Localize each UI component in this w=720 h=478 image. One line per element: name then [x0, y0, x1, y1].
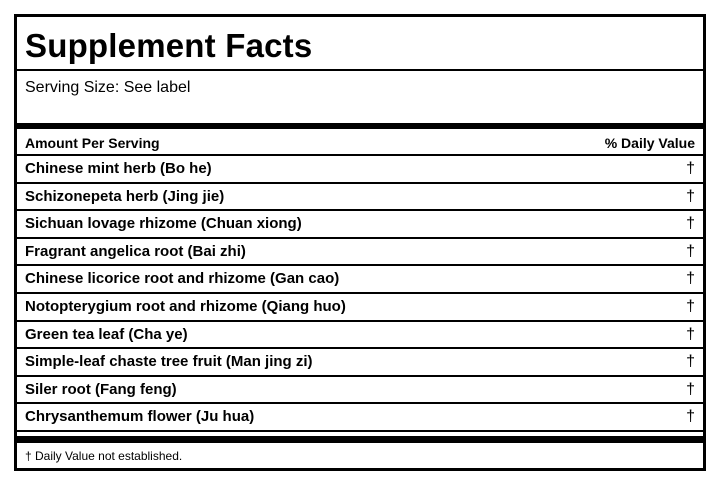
ingredient-name: Chinese licorice root and rhizome (Gan cao) [25, 270, 340, 288]
ingredient-daily-value: † [686, 160, 695, 177]
footnote: † Daily Value not established. [25, 449, 183, 463]
amount-per-serving-header: Amount Per Serving [25, 135, 160, 151]
ingredient-name: Green tea leaf (Cha ye) [25, 325, 188, 343]
ingredient-daily-value: † [686, 325, 695, 343]
ingredient-row [17, 402, 703, 432]
ingredient-name: Chinese mint herb (Bo he) [25, 160, 212, 177]
ingredient-row [17, 264, 703, 292]
ingredient-row [17, 320, 703, 348]
ingredient-row [17, 292, 703, 320]
ingredient-daily-value: † [686, 297, 695, 315]
ingredient-name: Chrysanthemum flower (Ju hua) [25, 408, 255, 426]
footnote-divider [17, 436, 703, 443]
ingredient-name: Sichuan lovage rhizome (Chuan xiong) [25, 215, 302, 233]
ingredient-row [17, 209, 703, 237]
ingredient-daily-value: † [686, 353, 695, 371]
ingredient-daily-value: † [686, 270, 695, 288]
ingredient-name: Siler root (Fang feng) [25, 380, 177, 398]
serving-size: Serving Size: See label [25, 79, 191, 96]
daily-value-header: % Daily Value [604, 135, 695, 151]
ingredient-name: Schizonepeta herb (Jing jie) [25, 187, 225, 205]
ingredient-row [17, 182, 703, 210]
ingredient-name: Fragrant angelica root (Bai zhi) [25, 242, 246, 260]
ingredient-row [17, 154, 703, 182]
ingredient-row [17, 375, 703, 403]
ingredient-row [17, 347, 703, 375]
supplement-facts-panel [14, 14, 706, 471]
ingredient-daily-value: † [686, 380, 695, 398]
ingredient-name: Simple-leaf chaste tree fruit (Man jing zi) [25, 353, 313, 371]
serving-divider [17, 123, 703, 129]
ingredient-daily-value: † [686, 408, 695, 426]
ingredient-row [17, 237, 703, 265]
ingredient-name: Notopterygium root and rhizome (Qiang huo) [25, 297, 346, 315]
ingredient-daily-value: † [686, 187, 695, 205]
ingredient-list [17, 154, 703, 432]
title-divider [17, 69, 703, 71]
panel-title: Supplement Facts [25, 27, 313, 64]
ingredient-daily-value: † [686, 215, 695, 233]
ingredient-daily-value: † [686, 242, 695, 260]
